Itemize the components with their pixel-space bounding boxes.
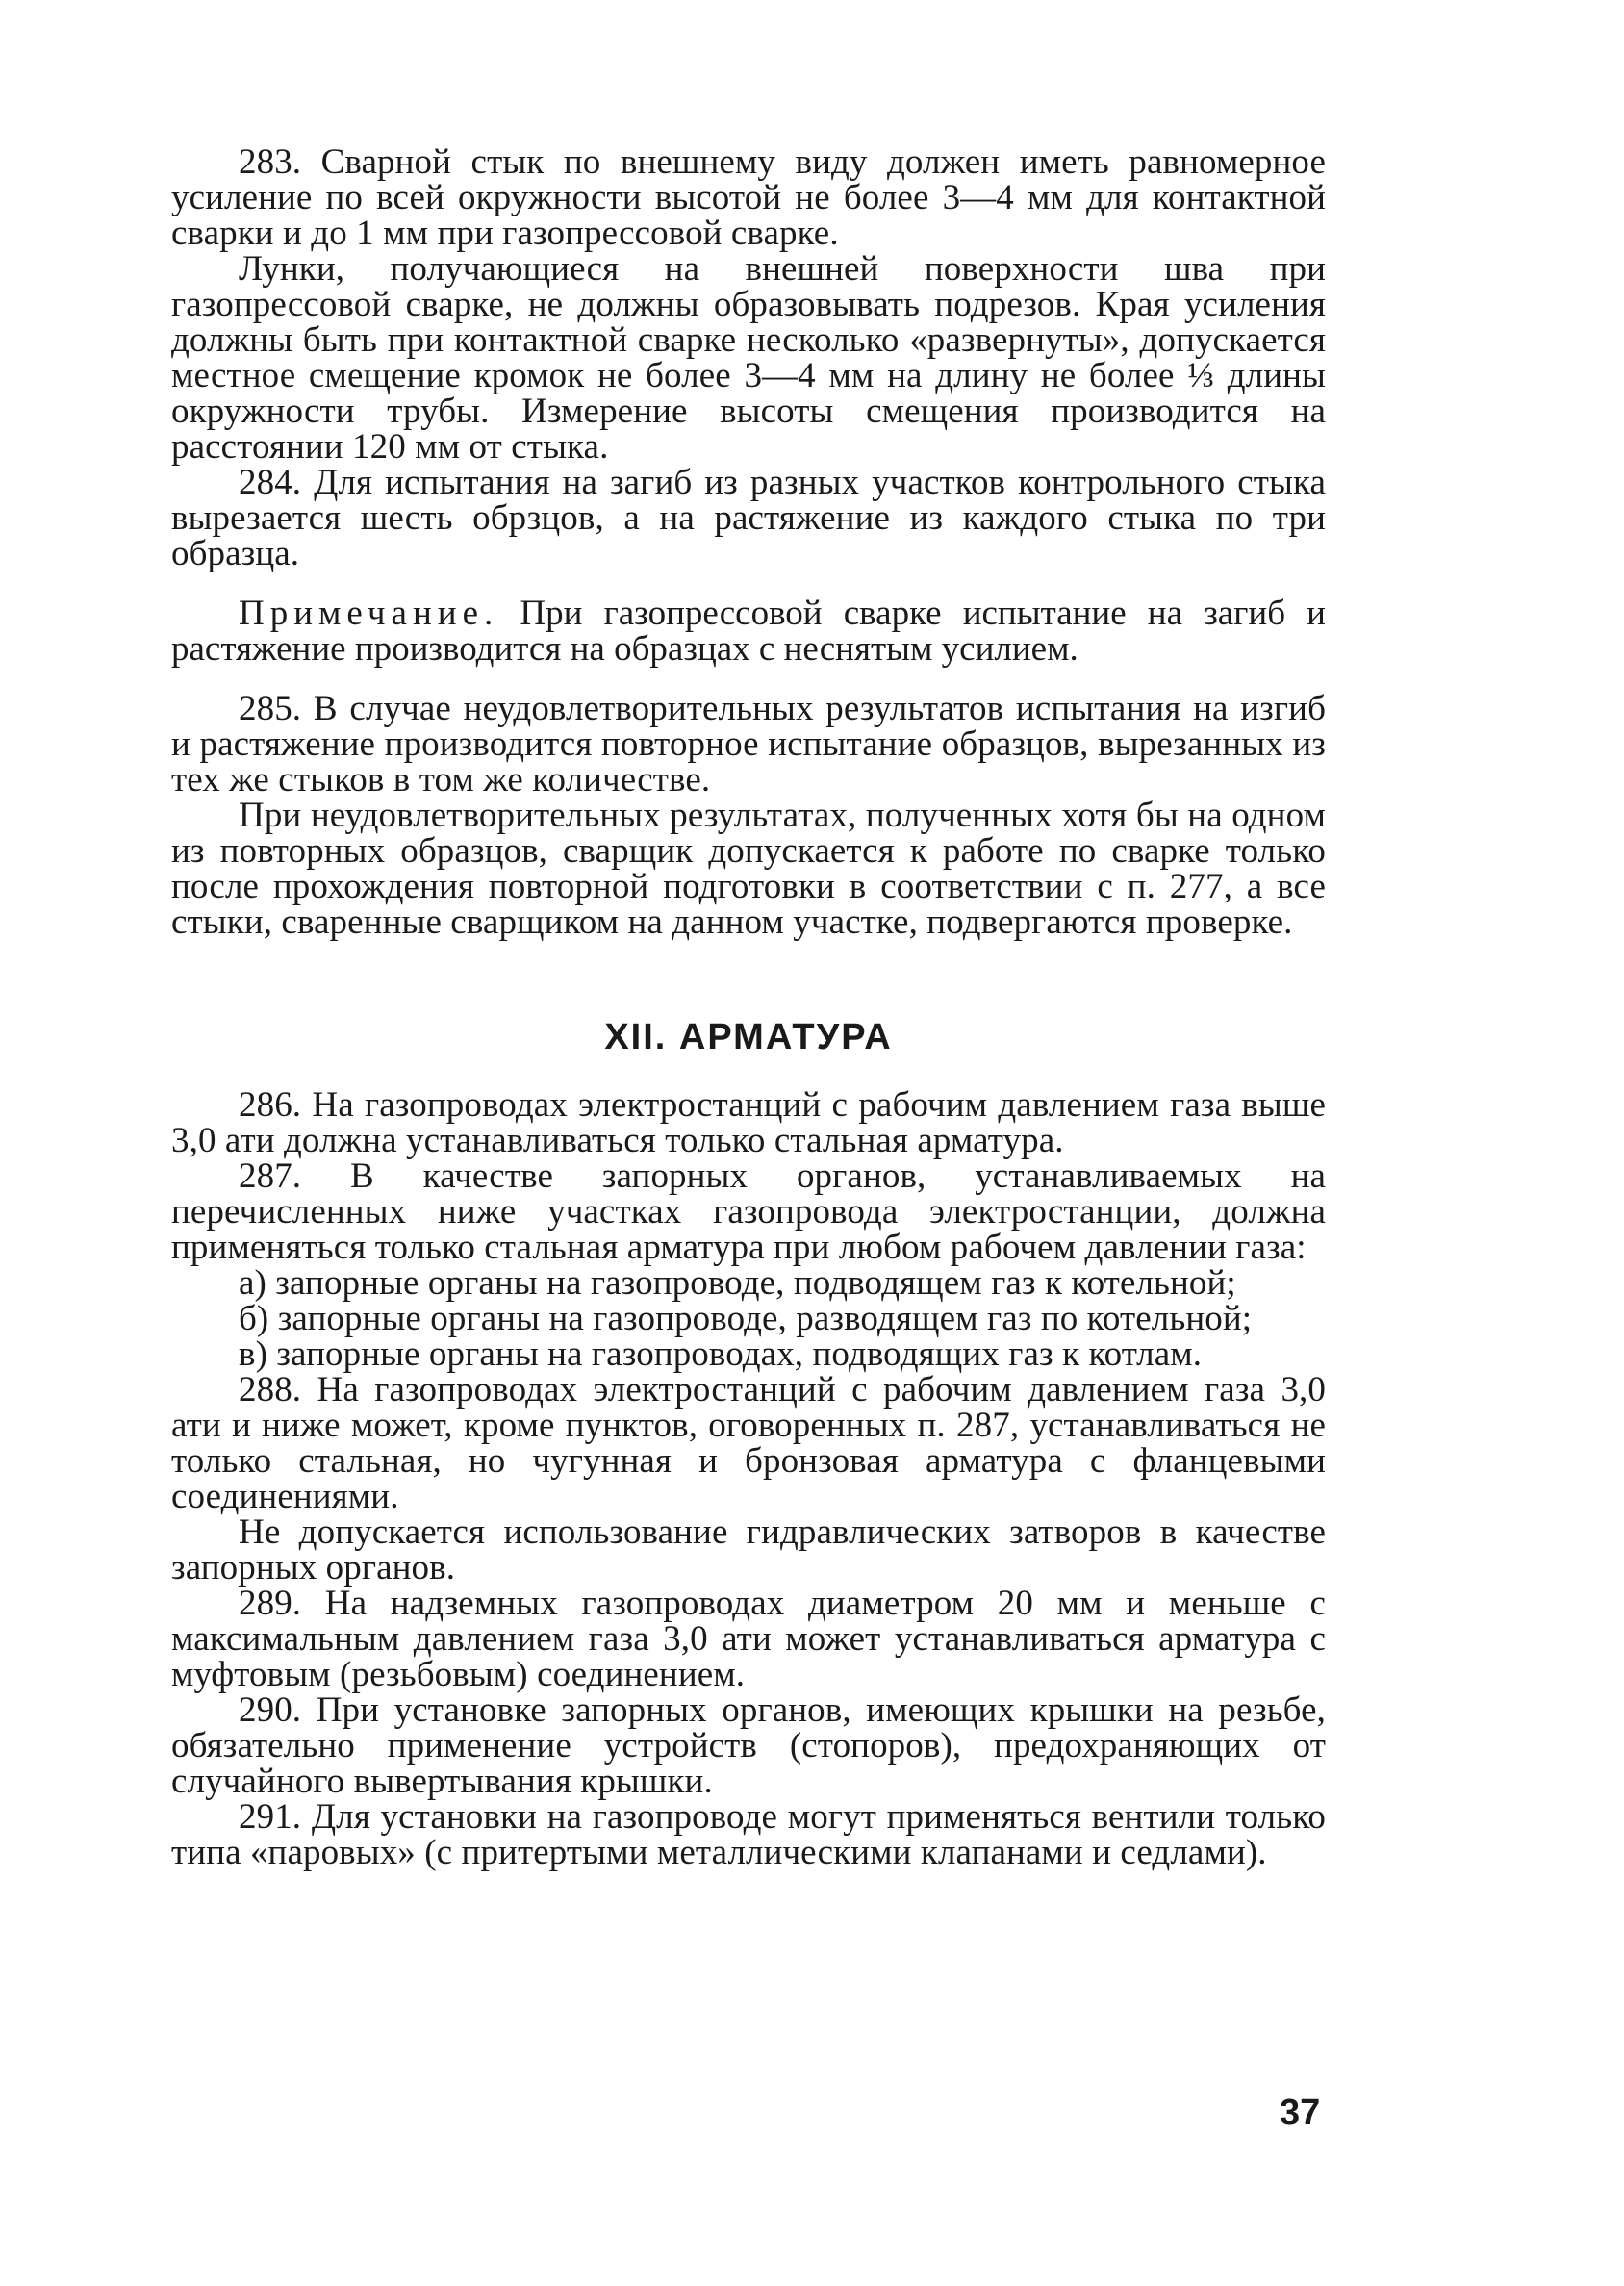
text-column (171, 144, 1326, 1870)
paragraph-289: 289. На надземных газопроводах диаметром 20 мм и меньше с максимальным давлением газа 3,0 ати может устанавливаться арматура с муфтовым (резьбовым) соединением. (171, 1584, 1326, 1694)
note-text: При газопрессовой сварке испытание на загиб и растяжение производится на образцах с неснятым усилием. (171, 594, 1326, 669)
paragraph-283: 283. Сварной стык по внешнему виду должен иметь равномерное усиление по всей окружности высотой не более 3—4 мм для контактной сварки и до 1 мм при газопрессовой сварке. (171, 142, 1326, 253)
paragraph-hydraulic: Не допускается использование гидравлических затворов в качестве запорных органов. (171, 1512, 1326, 1588)
paragraph-retest: При неудовлетворительных результатах, полученных хотя бы на одном из повторных образцов, сварщик допускается к работе по сварке только после прохождения повторной подготовки в соответствии с п. 277, а все стыки, сваренные сварщиком на данном участке, подвергаются проверке. (171, 796, 1326, 942)
list-item-a: а) запорные органы на газопроводе, подводящем газ к котельной; (239, 1263, 1236, 1303)
list-item-c: в) запорные органы на газопроводах, подводящих газ к котлам. (239, 1334, 1203, 1374)
list-item-b: б) запорные органы на газопроводе, разводящем газ по котельной; (239, 1299, 1253, 1338)
paragraph-285: 285. В случае неудовлетворительных результатов испытания на изгиб и растяжение производится повторное испытание образцов, вырезанных из тех же стыков в том же количестве. (171, 689, 1326, 800)
paragraph-holes: Лунки, получающиеся на внешней поверхности шва при газопрессовой сварке, не должны образовывать подрезов. Края усиления должны быть при контактной сварке несколько «развернуты», допускается местное смещение кромок не более 3—4 мм на длину не более ⅓ длины окружности трубы. Измерение высоты смещения производится на расстоянии 120 мм от стыка. (171, 249, 1326, 467)
page-number: 37 (1280, 2093, 1321, 2133)
section-title: XII. АРМАТУРА (604, 1017, 893, 1057)
note-paragraph (171, 596, 1326, 667)
paragraph-287: 287. В качестве запорных органов, устанавливаемых на перечисленных ниже участках газопровода электростанции, должна применяться только стальная арматура при любом рабочем давлении газа: (171, 1156, 1326, 1267)
paragraph-286: 286. На газопроводах электростанций с рабочим давлением газа выше 3,0 ати должна устанавливаться только стальная арматура. (171, 1085, 1326, 1160)
note-label: Примечание. (239, 594, 499, 633)
paragraph-288: 288. На газопроводах электростанций с рабочим давлением газа 3,0 ати и ниже может, кроме пунктов, оговоренных п. 287, устанавливаться не только стальная, но чугунная и бронзовая арматура с фланцевыми соединениями. (171, 1370, 1326, 1516)
paragraph-291: 291. Для установки на газопроводе могут применяться вентили только типа «паровых» (с притертыми металлическими клапанами и седлами). (171, 1797, 1326, 1872)
paragraph-284: 284. Для испытания на загиб из разных участков контрольного стыка вырезается шесть обрзцов, а на растяжение из каждого стыка по три образца. (171, 463, 1326, 573)
paragraph-290: 290. При установке запорных органов, имеющих крышки на резьбе, обязательно применение устройств (стопоров), предохраняющих от случайного вывертывания крышки. (171, 1690, 1326, 1801)
